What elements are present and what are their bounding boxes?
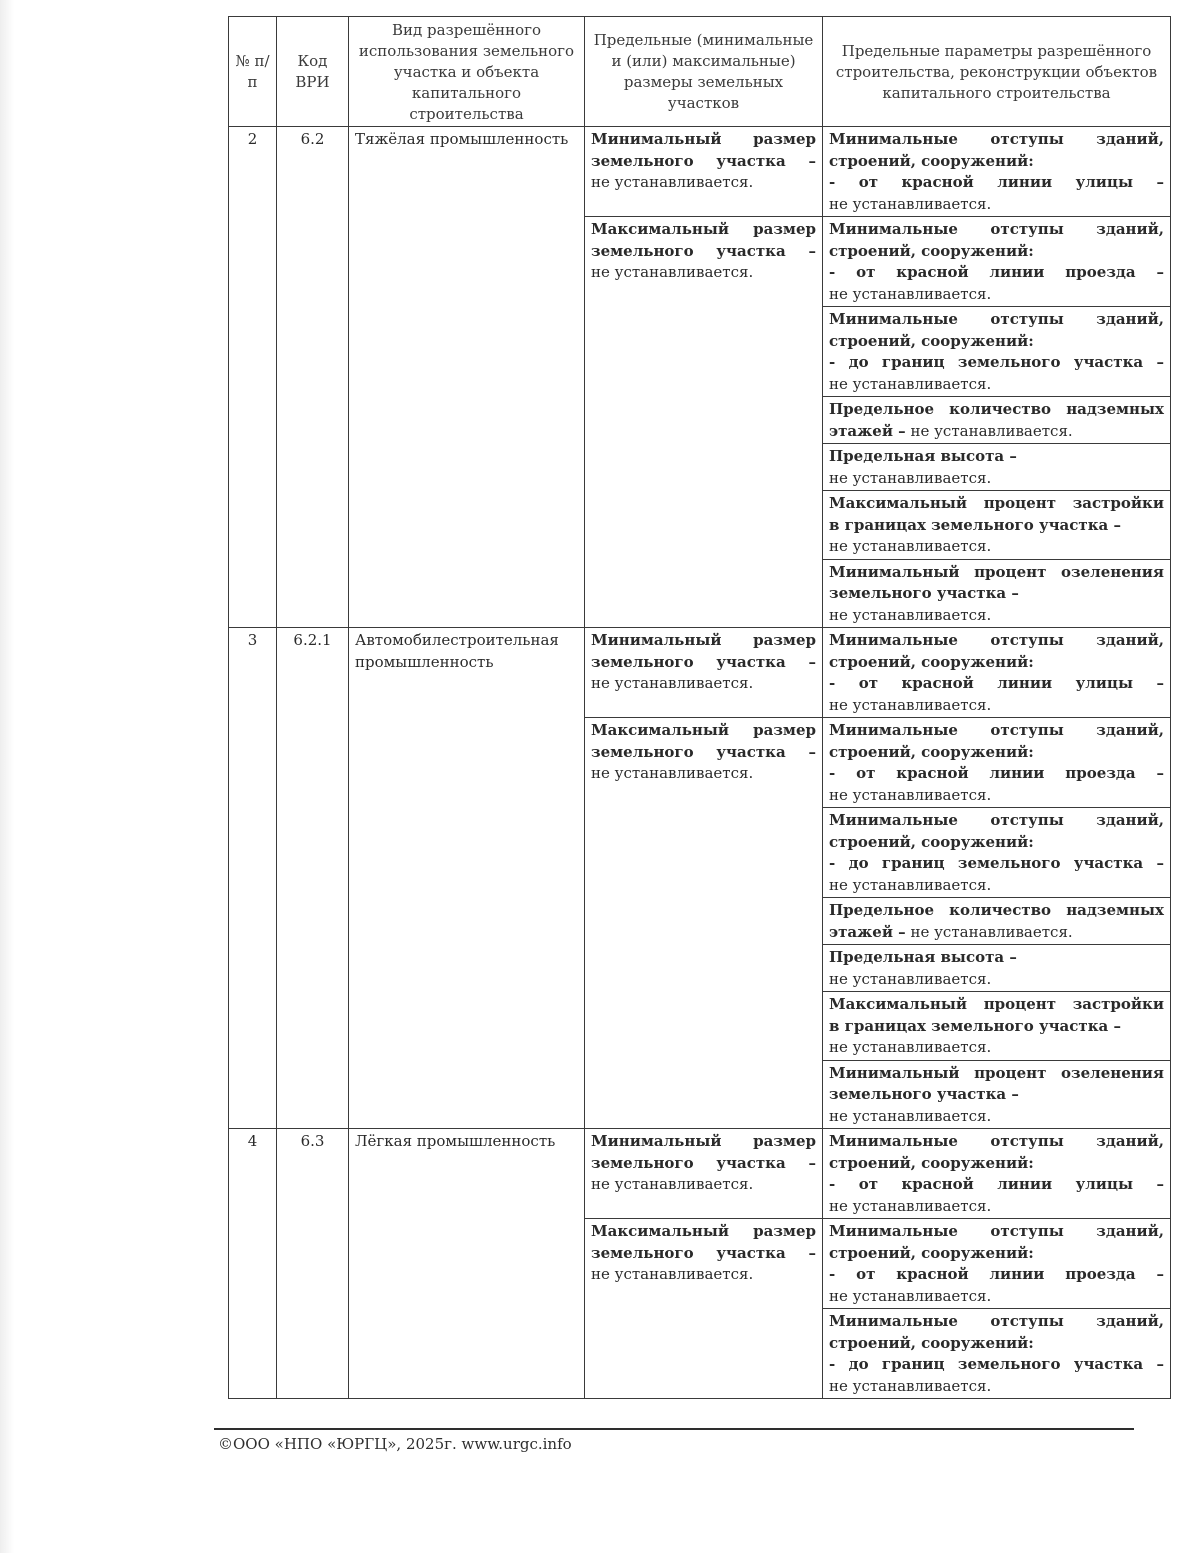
row-use: Автомобилестроительная промышленность <box>349 628 585 1129</box>
size-min-cell <box>585 628 823 718</box>
size-min-value: не устанавливается. <box>591 173 754 191</box>
table-header-row <box>229 17 1171 127</box>
param-line2: этажей – <box>829 922 906 941</box>
param-value: не устанавливается. <box>829 194 992 213</box>
table-row <box>229 628 1171 718</box>
param-line3: - до границ земельного участка – <box>829 854 1164 872</box>
param-cell <box>823 444 1171 491</box>
param-value: не устанавливается. <box>910 922 1073 941</box>
param-value: не устанавливается. <box>829 468 992 487</box>
param-value: не устанавливается. <box>829 1286 992 1305</box>
param-cell <box>823 217 1171 307</box>
param-value: не устанавливается. <box>829 1376 992 1395</box>
param-value: не устанавливается. <box>829 605 992 624</box>
param-line1: Минимальные отступы зданий, <box>829 130 1164 148</box>
param-cell <box>823 628 1171 718</box>
row-code: 6.2.1 <box>277 628 349 1129</box>
param-cell <box>823 808 1171 898</box>
param-cell <box>823 559 1171 628</box>
param-line1: Предельное количество надземных <box>829 901 1164 919</box>
param-cell <box>823 397 1171 444</box>
param-line3: - от красной линии улицы – <box>829 173 1164 191</box>
size-max-cell <box>585 718 823 1129</box>
param-line1: Минимальные отступы зданий, <box>829 811 1164 829</box>
table-row <box>229 1129 1171 1219</box>
param-value: не устанавливается. <box>829 875 992 894</box>
param-cell <box>823 1309 1171 1399</box>
size-min-title: Минимальный размер земельного участка – <box>591 631 816 671</box>
param-cell <box>823 992 1171 1061</box>
header-num: № п/п <box>229 17 277 127</box>
param-line2: этажей – <box>829 421 906 440</box>
size-max-value: не устанавливается. <box>591 263 754 281</box>
header-code: Код ВРИ <box>277 17 349 127</box>
param-line1: Минимальные отступы зданий, <box>829 1222 1164 1240</box>
param-line2: строений, сооружений: <box>829 241 1034 260</box>
param-line1: Минимальный процент озеленения <box>829 562 1164 581</box>
size-max-cell <box>585 217 823 628</box>
param-line3: - от красной линии проезда – <box>829 1265 1164 1283</box>
size-min-cell <box>585 1129 823 1219</box>
size-min-value: не устанавливается. <box>591 674 754 692</box>
row-code: 6.2 <box>277 127 349 628</box>
row-num: 4 <box>229 1129 277 1399</box>
header-use: Вид разрешённого использования земельного участка и объекта капитального строительства <box>349 17 585 127</box>
param-line3: - от красной линии улицы – <box>829 1175 1164 1193</box>
param-value: не устанавливается. <box>829 374 992 393</box>
param-line2: строений, сооружений: <box>829 742 1034 761</box>
size-max-title: Максимальный размер земельного участка – <box>591 1222 816 1262</box>
size-min-title: Минимальный размер земельного участка – <box>591 1132 816 1172</box>
regulations-table <box>228 16 1171 1399</box>
row-code: 6.3 <box>277 1129 349 1399</box>
param-line2: строений, сооружений: <box>829 1333 1034 1352</box>
param-value: не устанавливается. <box>829 1038 992 1056</box>
param-line2: строений, сооружений: <box>829 832 1034 851</box>
param-cell <box>823 718 1171 808</box>
param-cell <box>823 1129 1171 1219</box>
param-value: не устанавливается. <box>829 537 992 555</box>
param-line1: Минимальные отступы зданий, <box>829 1312 1164 1330</box>
row-num: 2 <box>229 127 277 628</box>
param-value: не устанавливается. <box>829 785 992 804</box>
param-line3: - до границ земельного участка – <box>829 1355 1164 1373</box>
param-cell <box>823 307 1171 397</box>
param-line2: земельного участка – <box>829 584 1019 602</box>
param-line1: Максимальный процент застройки <box>829 494 1164 512</box>
header-params: Предельные параметры разрешённого строительства, реконструкции объектов капитального строительства <box>823 17 1171 127</box>
param-value: не устанавливается. <box>829 1106 992 1125</box>
param-value: не устанавливается. <box>829 695 992 714</box>
param-line1: Предельная высота – <box>829 447 1017 465</box>
param-line1: Минимальные отступы зданий, <box>829 1132 1164 1150</box>
param-line1: Предельная высота – <box>829 948 1017 966</box>
param-cell <box>823 1060 1171 1129</box>
param-line2: строений, сооружений: <box>829 151 1034 170</box>
scan-edge <box>0 0 14 1553</box>
param-cell <box>823 1219 1171 1309</box>
param-line2: строений, сооружений: <box>829 1243 1034 1262</box>
row-num: 3 <box>229 628 277 1129</box>
param-line3: - от красной линии проезда – <box>829 764 1164 782</box>
param-cell <box>823 945 1171 992</box>
param-line3: - от красной линии проезда – <box>829 263 1164 281</box>
param-value: не устанавливается. <box>910 421 1073 440</box>
param-line2: строений, сооружений: <box>829 652 1034 671</box>
size-min-value: не устанавливается. <box>591 1175 754 1193</box>
size-max-value: не устанавливается. <box>591 764 754 782</box>
size-max-cell <box>585 1219 823 1399</box>
table-row <box>229 127 1171 217</box>
size-max-title: Максимальный размер земельного участка – <box>591 220 816 260</box>
param-line2: строений, сооружений: <box>829 331 1034 350</box>
param-line1: Минимальные отступы зданий, <box>829 220 1164 238</box>
row-use: Тяжёлая промышленность <box>349 127 585 628</box>
param-line1: Минимальные отступы зданий, <box>829 310 1164 328</box>
param-line2: земельного участка – <box>829 1085 1019 1103</box>
param-value: не устанавливается. <box>829 969 992 988</box>
param-line2: в границах земельного участка – <box>829 1016 1121 1035</box>
param-line1: Предельное количество надземных <box>829 400 1164 418</box>
size-min-cell <box>585 127 823 217</box>
param-line1: Минимальный процент озеленения <box>829 1063 1164 1082</box>
size-max-title: Максимальный размер земельного участка – <box>591 721 816 761</box>
param-line1: Максимальный процент застройки <box>829 995 1164 1013</box>
header-size: Предельные (минимальные и (или) максимальные) размеры земельных участков <box>585 17 823 127</box>
param-value: не устанавливается. <box>829 284 992 303</box>
param-line3: - от красной линии улицы – <box>829 674 1164 692</box>
param-cell <box>823 127 1171 217</box>
param-line2: в границах земельного участка – <box>829 515 1121 534</box>
param-cell <box>823 898 1171 945</box>
param-line1: Минимальные отступы зданий, <box>829 631 1164 649</box>
size-min-title: Минимальный размер земельного участка – <box>591 130 816 170</box>
param-line3: - до границ земельного участка – <box>829 353 1164 371</box>
param-value: не устанавливается. <box>829 1196 992 1215</box>
row-use: Лёгкая промышленность <box>349 1129 585 1399</box>
param-line1: Минимальные отступы зданий, <box>829 721 1164 739</box>
size-max-value: не устанавливается. <box>591 1265 754 1283</box>
param-cell <box>823 491 1171 560</box>
footer-copyright: ©ООО «НПО «ЮРГЦ», 2025г. www.urgc.info <box>218 1435 572 1453</box>
footer-rule <box>214 1428 1134 1430</box>
param-line2: строений, сооружений: <box>829 1153 1034 1172</box>
